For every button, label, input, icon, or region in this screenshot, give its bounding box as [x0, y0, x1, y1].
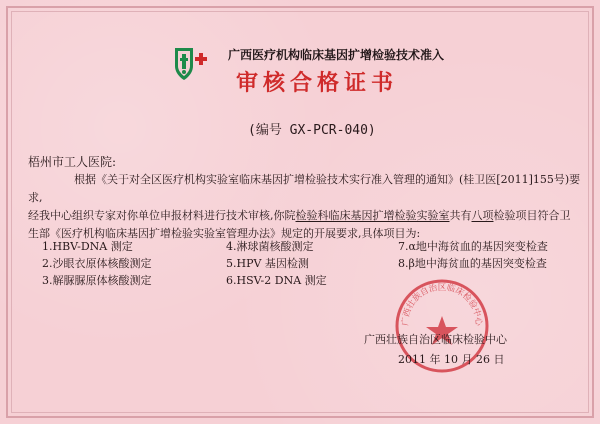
test-item: 6.HSV-2 DNA 测定: [226, 274, 327, 287]
test-item: 2.沙眼衣原体核酸测定: [42, 257, 152, 270]
test-item: 4.淋球菌核酸测定: [226, 240, 314, 253]
org-title: 广西医疗机构临床基因扩增检验技术准入: [228, 48, 445, 62]
lab-name: 检验科临床基因扩增检验实验室: [295, 209, 450, 222]
body-text-segment: 经我中心组织专家对你单位申报材料进行技术审核,你院: [28, 209, 296, 222]
issue-date: 2011 年 10 月 26 日: [398, 353, 505, 366]
shield-cross-icon: [169, 44, 215, 84]
test-item: 8.β地中海贫血的基因突变检查: [398, 257, 547, 270]
certificate-number: (编号 GX-PCR-040): [248, 123, 376, 138]
body-text-segment: 检验项目符合卫: [493, 209, 571, 222]
certificate-title: 审核合格证书: [236, 70, 399, 96]
body-text-segment: 共有: [449, 209, 472, 222]
body-paragraph-1: 根据《关于对全区医疗机构实验室临床基因扩增检验技术实行准入管理的通知》(桂卫医[2011]155号)要求,: [28, 173, 581, 204]
test-item: 1.HBV-DNA 测定: [42, 240, 133, 253]
test-item: 7.α地中海贫血的基因突变检查: [398, 240, 548, 253]
issuer: 广西壮族自治区临床检验中心: [364, 333, 507, 346]
addressee: 梧州市工人医院:: [28, 155, 117, 169]
body-text: [28, 171, 588, 243]
item-count: 八项: [471, 209, 494, 222]
body-paragraph-3: 生部《医疗机构临床基因扩增检验实验室管理办法》规定的开展要求,具体项目为:: [28, 227, 421, 240]
seal-text: 广西壮族自治区临床检验中心: [400, 282, 484, 327]
test-item: 3.解脲脲原体核酸测定: [42, 274, 152, 287]
test-item: 5.HPV 基因检测: [226, 257, 309, 270]
body-paragraph-2: [28, 207, 588, 225]
